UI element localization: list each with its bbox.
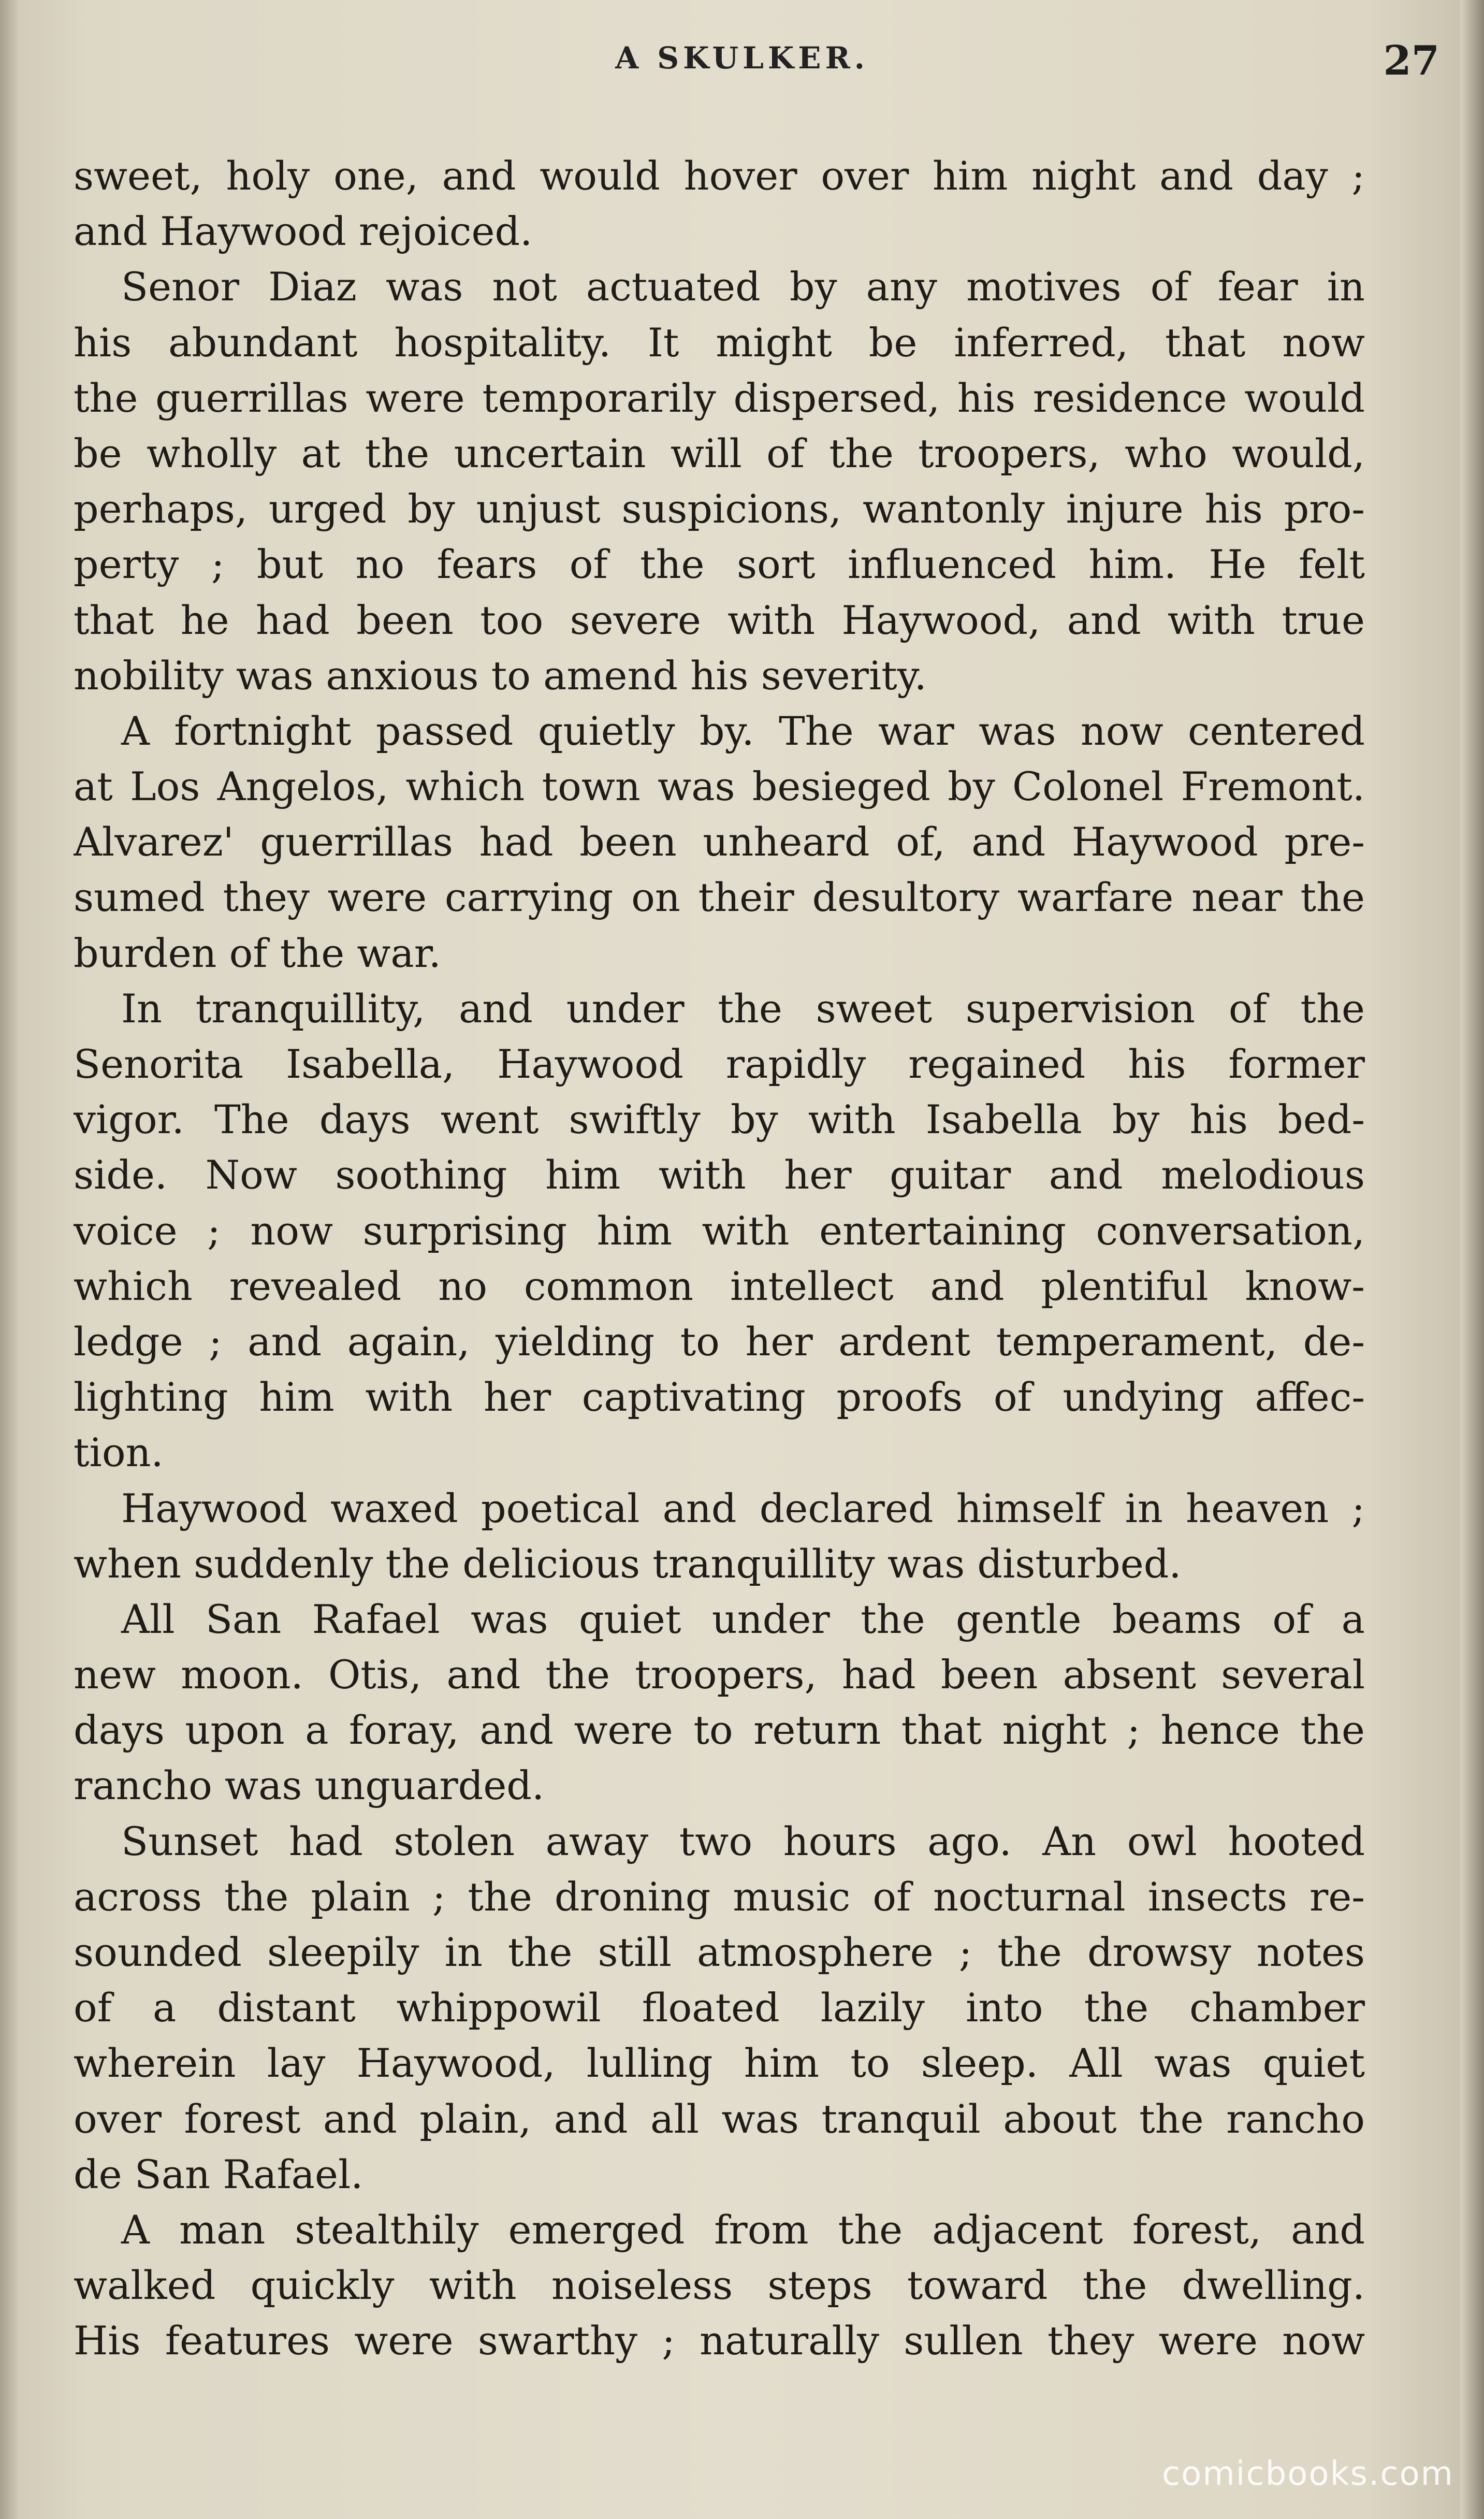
- paragraph: [74, 703, 1365, 981]
- text-line: vigor. The days went swiftly by with Isabella by his bed-: [74, 1096, 1365, 1143]
- running-title: A SKULKER.: [615, 40, 869, 76]
- paragraph: [74, 1481, 1365, 1591]
- text-line: Haywood waxed poetical and declared himself in heaven ;: [121, 1485, 1365, 1531]
- text-line: side. Now soothing him with her guitar and melodious: [74, 1152, 1365, 1198]
- text-line: ledge ; and again, yielding to her ardent temperament, de-: [74, 1318, 1365, 1365]
- text-line: sweet, holy one, and would hover over him night and day ;: [74, 153, 1365, 199]
- text-line: tion.: [74, 1429, 164, 1476]
- text-line: and Haywood rejoiced.: [74, 208, 533, 255]
- text-line: new moon. Otis, and the troopers, had been absent several: [74, 1652, 1365, 1698]
- paragraph: [74, 148, 1365, 259]
- paragraph: [74, 259, 1365, 703]
- text-line: walked quickly with noiseless steps toward the dwelling.: [74, 2262, 1365, 2309]
- text-line: All San Rafael was quiet under the gentle beams of a: [121, 1596, 1365, 1642]
- text-line: Senorita Isabella, Haywood rapidly regained his former: [74, 1041, 1365, 1087]
- text-line: over forest and plain, and all was tranquil about the rancho: [74, 2095, 1365, 2142]
- text-line: voice ; now surprising him with entertaining conversation,: [74, 1207, 1365, 1254]
- text-line: rancho was unguarded.: [74, 1762, 545, 1809]
- text-line: at Los Angelos, which town was besieged by Colonel Fremont.: [74, 763, 1365, 810]
- text-line: his abundant hospitality. It might be inferred, that now: [74, 319, 1365, 366]
- text-line: of a distant whippowil floated lazily into the chamber: [74, 1985, 1365, 2031]
- text-line: His features were swarthy ; naturally sullen they were now: [74, 2318, 1365, 2364]
- text-line: A man stealthily emerged from the adjacent forest, and: [121, 2206, 1365, 2253]
- text-line: be wholly at the uncertain will of the troopers, who would,: [74, 430, 1365, 476]
- text-line: the guerrillas were temporarily dispersed, his residence would: [74, 374, 1365, 421]
- text-line: sounded sleepily in the still atmosphere ; the drowsy notes: [74, 1929, 1365, 1975]
- text-line: de San Rafael.: [74, 2151, 363, 2197]
- paragraph: [74, 1814, 1365, 2202]
- text-line: A fortnight passed quietly by. The war was now centered: [121, 707, 1365, 754]
- text-line: days upon a foray, and were to return that night ; hence the: [74, 1707, 1365, 1754]
- text-line: wherein lay Haywood, lulling him to sleep. All was quiet: [74, 2040, 1365, 2087]
- paragraph: [74, 1591, 1365, 1814]
- text-line: perhaps, urged by unjust suspicions, wantonly injure his pro-: [74, 486, 1365, 532]
- text-line: burden of the war.: [74, 930, 441, 976]
- text-line: which revealed no common intellect and plentiful know-: [74, 1263, 1365, 1309]
- text-line: perty ; but no fears of the sort influenced him. He felt: [74, 541, 1365, 588]
- watermark: comicbooks.com: [1161, 2455, 1454, 2493]
- page-gutter-shadow: [0, 0, 18, 2519]
- body-text: [74, 148, 1365, 2369]
- page-edge-shadow: [1460, 0, 1484, 2519]
- text-line: In tranquillity, and under the sweet supervision of the: [121, 985, 1365, 1032]
- text-line: Senor Diaz was not actuated by any motives of fear in: [121, 264, 1365, 310]
- text-line: when suddenly the delicious tranquillity was disturbed.: [74, 1540, 1182, 1587]
- text-line: across the plain ; the droning music of nocturnal insects re-: [74, 1873, 1365, 1920]
- text-line: that he had been too severe with Haywood, and with true: [74, 597, 1365, 643]
- paragraph: [74, 981, 1365, 1481]
- text-line: Sunset had stolen away two hours ago. An owl hooted: [121, 1818, 1365, 1864]
- text-line: Alvarez' guerrillas had been unheard of, and Haywood pre-: [74, 819, 1365, 865]
- page-number: 27: [1383, 37, 1439, 84]
- text-line: lighting him with her captivating proofs of undying affec-: [74, 1374, 1365, 1421]
- text-line: sumed they were carrying on their desultory warfare near the: [74, 874, 1365, 921]
- paragraph: [74, 2202, 1365, 2369]
- text-line: nobility was anxious to amend his severity.: [74, 652, 927, 699]
